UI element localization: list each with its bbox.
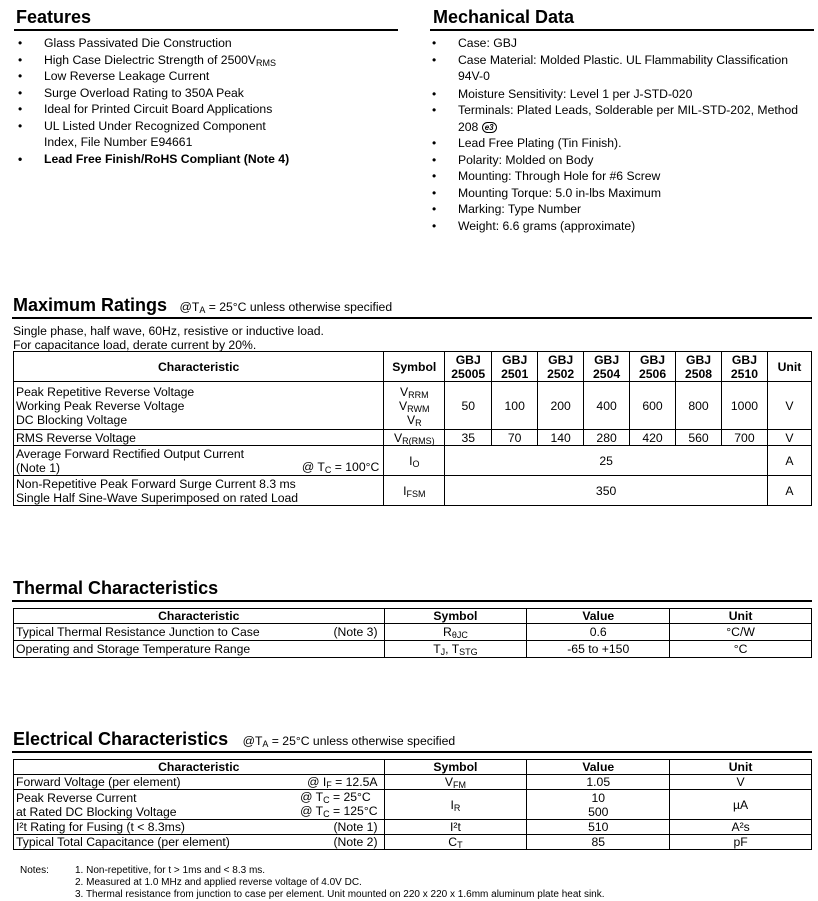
- col-unit: Unit: [670, 760, 812, 775]
- col-part: GBJ 2508: [676, 352, 722, 382]
- cell-value: 85: [527, 835, 670, 850]
- cell-value: 420: [630, 430, 676, 446]
- row-label: Operating and Storage Temperature Range: [14, 641, 385, 658]
- table-row: [14, 446, 812, 476]
- max-ratings-condition: $@T_A = 25^\circ C$ unless otherwise specified: [179, 300, 393, 315]
- cell-value: 700: [721, 430, 767, 446]
- table-row: [14, 476, 812, 506]
- cell-unit: V: [767, 430, 811, 446]
- electrical-heading: [13, 729, 455, 750]
- max-ratings-heading: [13, 295, 392, 316]
- intro-line-1: Single phase, half wave, 60Hz, resistive or inductive load.: [13, 324, 324, 338]
- cell-value: 1.05: [527, 775, 670, 790]
- feature-item: • Lead Free Finish/RoHS Compliant (Note 4): [18, 151, 290, 166]
- cell-unit: A: [767, 446, 811, 476]
- mech-item: • Mounting: Through Hole for #6 Screw: [432, 169, 661, 183]
- row-symbol: $T_J$, $T_{STG}$: [384, 641, 527, 658]
- max-ratings-intro: [13, 324, 324, 352]
- thermal-rule: [12, 600, 812, 602]
- row-label: Non-Repetitive Peak Forward Surge Current 8.3 ms Single Half Sine-Wave Superimposed on rated Load: [14, 476, 384, 506]
- cell-value: 200: [538, 382, 584, 430]
- feature-item: • Ideal for Printed Circuit Board Applications: [18, 102, 273, 116]
- row-label: Peak Reverse Current at Rated DC Blocking Voltage @ $T_C = 25^\circ C$ @ $T_C = 125^\circ C$: [14, 790, 385, 820]
- cell-value: 400: [584, 382, 630, 430]
- col-characteristic: Characteristic: [14, 609, 385, 624]
- row-label: Peak Repetitive Reverse Voltage Working Peak Reverse Voltage DC Blocking Voltage: [14, 382, 384, 430]
- cell-value: 35: [445, 430, 492, 446]
- notes-list: [75, 865, 605, 901]
- table-row: [14, 382, 812, 430]
- feature-item: • Glass Passivated Die Construction: [18, 36, 232, 50]
- cell-unit: µA: [670, 790, 812, 820]
- row-label: Forward Voltage (per element) @ $I_F = 12.5A$: [14, 775, 385, 790]
- cell-unit: V: [670, 775, 812, 790]
- cell-value: 560: [676, 430, 722, 446]
- col-characteristic: Characteristic: [14, 352, 384, 382]
- cell-unit: °C/W: [670, 624, 812, 641]
- thermal-table: [13, 608, 812, 658]
- col-part: GBJ 2510: [721, 352, 767, 382]
- features-list: [18, 35, 374, 167]
- row-symbol: $V_{RRM}$ $V_{RWM}$ $V_R$: [384, 382, 445, 430]
- e3-logo: e3: [482, 122, 497, 133]
- cell-value: -65 to +150: [527, 641, 670, 658]
- table-row: [14, 835, 812, 850]
- table-row: [14, 430, 812, 446]
- electrical-condition: $@T_A = 25^\circ C$ unless otherwise specified: [242, 734, 456, 749]
- table-row: [14, 775, 812, 790]
- table-row: [14, 820, 812, 835]
- intro-line-2: For capacitance load, derate current by 20%.: [13, 338, 257, 352]
- cell-unit: A²s: [670, 820, 812, 835]
- row-symbol: $I_{FSM}$: [384, 476, 445, 506]
- table-row: [14, 641, 812, 658]
- feature-item: • Surge Overload Rating to 350A Peak: [18, 85, 244, 100]
- mech-item: • Lead Free Plating (Tin Finish).: [432, 136, 622, 150]
- col-unit: Unit: [670, 609, 812, 624]
- cell-unit: A: [767, 476, 811, 506]
- cell-value: 10 500: [527, 790, 670, 820]
- col-symbol: Symbol: [384, 609, 527, 624]
- cell-value: 600: [630, 382, 676, 430]
- cell-value: 70: [492, 430, 538, 446]
- mech-item: • Weight: 6.6 grams (approximate): [432, 218, 636, 233]
- cell-value: 280: [584, 430, 630, 446]
- max-ratings-table: [13, 351, 812, 506]
- col-part: GBJ 25005: [445, 352, 492, 382]
- row-label: I²t Rating for Fusing (t < 8.3ms) (Note 1): [14, 820, 385, 835]
- electrical-table: [13, 759, 812, 850]
- cell-unit: °C: [670, 641, 812, 658]
- row-label: Average Forward Rectified Output Current (Note 1) @ $T_C = 100^\circ C$: [14, 446, 384, 476]
- col-value: Value: [527, 760, 670, 775]
- col-part: GBJ 2501: [492, 352, 538, 382]
- row-symbol: $R_{\theta JC}$: [384, 624, 527, 641]
- cell-value: 100: [492, 382, 538, 430]
- table-row: [14, 624, 812, 641]
- mechanical-title: Mechanical Data: [433, 7, 575, 27]
- thermal-title: Thermal Characteristics: [13, 578, 219, 598]
- feature-item: • Low Reverse Leakage Current: [18, 69, 210, 83]
- row-symbol: $I_R$: [384, 790, 527, 820]
- col-characteristic: Characteristic: [14, 760, 385, 775]
- col-part: GBJ 2502: [538, 352, 584, 382]
- cell-unit: pF: [670, 835, 812, 850]
- row-label: RMS Reverse Voltage: [14, 430, 384, 446]
- header-row: [14, 760, 812, 775]
- row-symbol: $C_T$: [384, 835, 527, 850]
- cell-value: 50: [445, 382, 492, 430]
- col-value: Value: [527, 609, 670, 624]
- row-symbol: I²t: [384, 820, 527, 835]
- cell-value: 25: [445, 446, 768, 476]
- feature-item: • UL Listed Under Recognized Component Index, File Number E94661: [18, 118, 266, 149]
- cell-value: 140: [538, 430, 584, 446]
- header-row: [14, 352, 812, 382]
- mechanical-rule: [430, 29, 814, 31]
- mech-item: • Marking: Type Number: [432, 202, 582, 216]
- mech-item: • Case: GBJ: [432, 36, 517, 50]
- row-condition: @ $T_C = 100^\circ C$: [301, 460, 380, 475]
- note-1: 1. Non-repetitive, for t > 1ms and < 8.3 ms.: [75, 865, 266, 876]
- cell-unit: V: [767, 382, 811, 430]
- mech-item: • Case Material: Molded Plastic. UL Flammability Classification 94V-0: [432, 52, 789, 83]
- features-rule: [14, 29, 398, 31]
- cell-value: 350: [445, 476, 768, 506]
- mech-item: • Polarity: Molded on Body: [432, 152, 594, 167]
- row-symbol: $V_{R(RMS)}$: [384, 430, 445, 446]
- mech-item: • Moisture Sensitivity: Level 1 per J-STD-020: [432, 86, 693, 101]
- max-ratings-rule: [12, 317, 812, 319]
- col-symbol: Symbol: [384, 352, 445, 382]
- row-label: Typical Thermal Resistance Junction to Case (Note 3): [14, 624, 385, 641]
- note-3: 3. Thermal resistance from junction to case per element. Unit mounted on 220 x 220 x 1.6mm aluminum plate heat sink.: [75, 889, 605, 900]
- col-unit: Unit: [767, 352, 811, 382]
- cell-value: 0.6: [527, 624, 670, 641]
- note-2: 2. Measured at 1.0 MHz and applied reverse voltage of 4.0V DC.: [75, 877, 362, 888]
- max-ratings-title: Maximum Ratings: [13, 295, 168, 315]
- electrical-rule: [12, 751, 812, 753]
- table-row: [14, 790, 812, 820]
- row-label: Typical Total Capacitance (per element) (Note 2): [14, 835, 385, 850]
- mech-item: • Terminals: Plated Leads, Solderable per MIL-STD-202, Method 208 e3: [432, 103, 799, 134]
- col-symbol: Symbol: [384, 760, 527, 775]
- cell-value: 800: [676, 382, 722, 430]
- electrical-title: Electrical Characteristics: [13, 729, 229, 749]
- row-symbol: $V_{FM}$: [384, 775, 527, 790]
- mechanical-list: [432, 35, 808, 234]
- row-symbol: $I_O$: [384, 446, 445, 476]
- cell-value: 510: [527, 820, 670, 835]
- features-title: Features: [16, 7, 92, 27]
- notes-label: Notes:: [20, 865, 49, 876]
- header-row: [14, 609, 812, 624]
- mech-item: • Mounting Torque: 5.0 in-lbs Maximum: [432, 185, 661, 200]
- col-part: GBJ 2504: [584, 352, 630, 382]
- cell-value: 1000: [721, 382, 767, 430]
- feature-item: • High Case Dielectric Strength of $2500V_{RMS}$: [18, 52, 277, 68]
- col-part: GBJ 2506: [630, 352, 676, 382]
